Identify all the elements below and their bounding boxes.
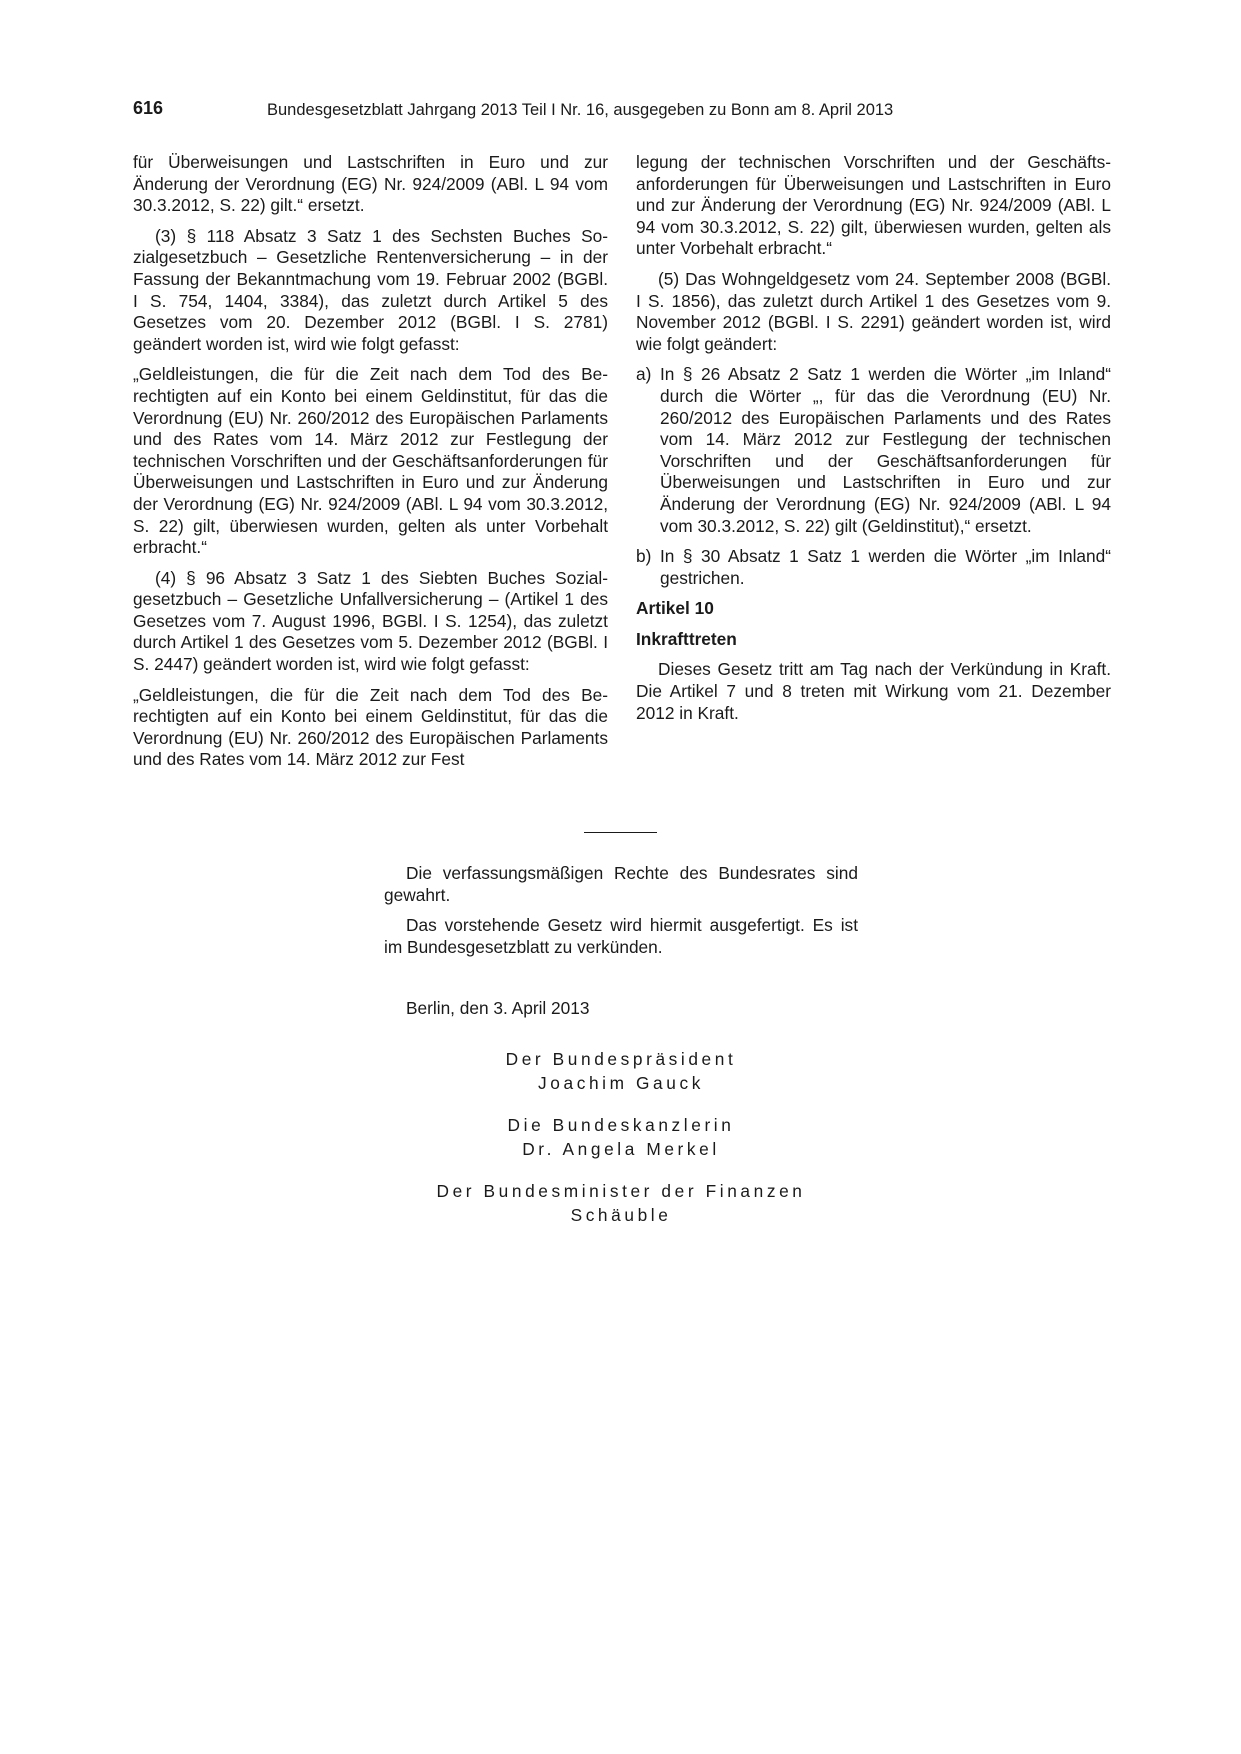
quoted-paragraph: „Geldleistungen, die für die Zeit nach dem Tod des Berechtigten auf ein Konto bei einem Geldinstitut, für das die Verordnung (EU) Nr. 260/2012 des Europäischen Parlaments und des Rates vom 14. März 2012 zur Fest — [133, 684, 608, 770]
article-number: Artikel 10 — [636, 598, 714, 619]
article-title: Inkrafttreten — [636, 628, 737, 649]
signature-role: Der Bundesminister der Finanzen — [436, 1181, 806, 1201]
signature-role: Die Bundeskanzlerin — [507, 1115, 735, 1135]
signature-name: Dr. Angela Merkel — [522, 1139, 720, 1159]
running-title: Bundesgesetzblatt Jahrgang 2013 Teil I Nr. 16, ausgegeben zu Bonn am 8. April 2013 — [267, 101, 894, 119]
paragraph: für Überweisungen und Lastschriften in Euro und zur Änderung der Verordnung (EG) Nr. 924/2009 (ABl. L 94 vom 30.3.2012, S. 22) gilt.“ ersetzt. — [133, 152, 608, 216]
paragraph-section-4: (4) § 96 Absatz 3 Satz 1 des Siebten Buches Sozialgesetzbuch – Gesetzliche Unfallversicherung – (Artikel 1 des Gesetzes vom 7. August 1996, BGBl. I S. 1254), das zuletzt durch Artikel 1 des Gesetzes vom 5. Dezember 2012 (BGBl. I S. 2447) geändert worden ist, wird wie folgt gefasst: — [133, 567, 608, 675]
signatures — [384, 1047, 858, 1245]
paragraph-section-3: (3) § 118 Absatz 3 Satz 1 des Sechsten Buches Sozialgesetzbuch – Gesetzliche Rentenversicherung – in der Fassung der Bekanntmachung vom 19. Februar 2002 (BGBl. I S. 754, 1404, 3384), das zuletzt durch Artikel 5 des Gesetzes vom 20. Dezember 2012 (BGBl. I S. 2781) geändert worden ist, wird wie folgt gefasst: — [133, 225, 608, 354]
paragraph-entry-into-force: Dieses Gesetz tritt am Tag nach der Verkündung in Kraft. Die Artikel 7 und 8 treten mit Wirkung vom 21. Dezember 2012 in Kraft. — [636, 659, 1111, 723]
signature-block — [384, 1179, 858, 1227]
list-item-text: In § 30 Absatz 1 Satz 1 werden die Wörter „im Inland“ gestrichen. — [660, 546, 1111, 588]
page-number: 616 — [133, 98, 164, 118]
list-item — [636, 364, 1111, 537]
separator-rule — [584, 832, 657, 833]
paragraph-section-5: (5) Das Wohngeldgesetz vom 24. September 2008 (BGBl. I S. 1856), das zuletzt durch Artikel 1 des Gesetzes vom 9. November 2012 (BGBl. I S. 2291) geändert worden ist, wird wie folgt geändert: — [636, 268, 1111, 354]
list-item-text: In § 26 Absatz 2 Satz 1 werden die Wörter „im Inland“ durch die Wörter „, für das die Verordnung (EU) Nr. 260/2012 des Europäischen Parlaments und des Rates vom 14. März 2012 zur Festlegung der technischen Vorschriften und der Geschäftsanforderungen für Überweisungen und Lastschriften in Euro und zur Änderung der Verordnung (EG) Nr. 924/2009 (ABl. L 94 vom 30.3.2012, S. 22) gilt (Geldinstitut),“ ersetzt. — [660, 364, 1111, 536]
list-marker: a) — [636, 364, 652, 385]
signature-name: Joachim Gauck — [538, 1073, 704, 1093]
signature-role: Der Bundespräsident — [505, 1049, 737, 1069]
signature-name: Schäuble — [570, 1205, 672, 1225]
signature-block — [384, 1047, 858, 1095]
quoted-paragraph: „Geldleistungen, die für die Zeit nach dem Tod des Berechtigten auf ein Konto bei einem Geldinstitut, für das die Verordnung (EU) Nr. 260/2012 des Europäischen Parlaments und des Rates vom 14. März 2012 zur Festlegung der technischen Vorschriften und der Geschäftsanforderungen für Überweisungen und Lastschriften in Euro und zur Änderung der Verordnung (EG) Nr. 924/2009 (ABl. L 94 vom 30.3.2012, S. 22) gilt, überwiesen wurden, gelten als unter Vorbehalt erbracht.“ — [133, 364, 608, 558]
place-date: Berlin, den 3. April 2013 — [406, 998, 590, 1019]
left-column — [133, 152, 608, 780]
closing-paragraph: Das vorstehende Gesetz wird hiermit ausgefertigt. Es ist im Bundesgesetzblatt zu verkünden. — [384, 915, 858, 957]
closing-paragraph: Die verfassungsmäßigen Rechte des Bundesrates sind gewahrt. — [384, 863, 858, 905]
list-marker: b) — [636, 546, 652, 567]
paragraph: legung der technischen Vorschriften und der Geschäftsanforderungen für Überweisungen und Lastschriften in Euro und zur Änderung der Verordnung (EG) Nr. 924/2009 (ABl. L 94 vom 30.3.2012, S. 22) gilt, überwiesen wurden, gelten als unter Vorbehalt erbracht.“ — [636, 152, 1111, 259]
signature-block — [384, 1113, 858, 1161]
right-column — [636, 152, 1111, 733]
list-item — [636, 546, 1111, 589]
closing-formula — [384, 863, 858, 1029]
